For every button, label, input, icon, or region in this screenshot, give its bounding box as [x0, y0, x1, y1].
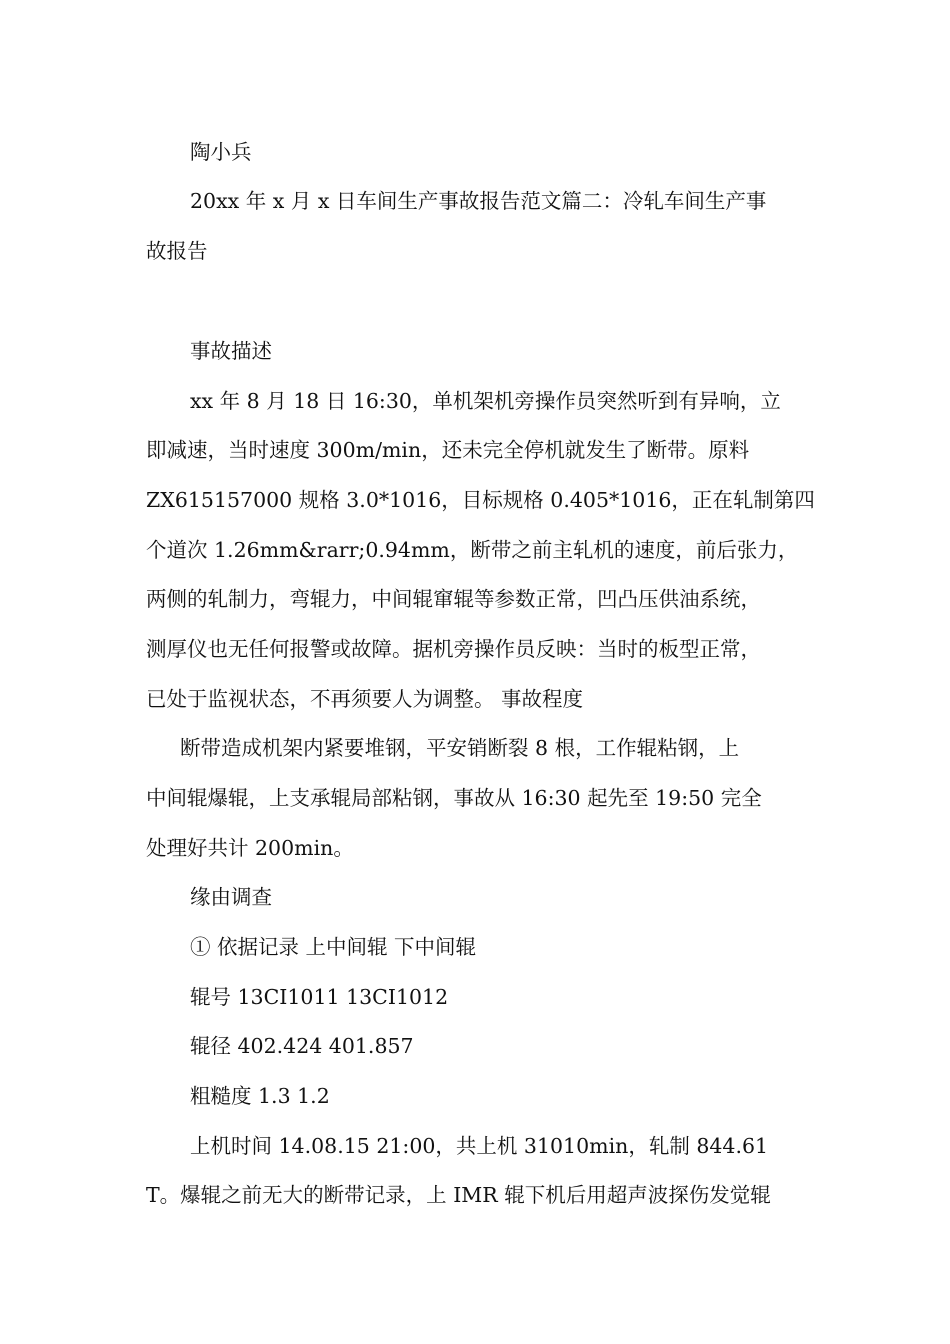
record-roll-diameter-line: 辊径 402.424 401.857 — [190, 1034, 414, 1058]
record-roll-number-line: 辊号 13CI1011 13CI1012 — [190, 985, 449, 1009]
title-line-1: 20xx 年 x 月 x 日车间生产事故报告范文篇二：冷轧车间生产事 — [190, 189, 767, 213]
paragraph-line: 个道次 1.26mm&rarr;0.94mm，断带之前主轧机的速度，前后张力， — [146, 538, 799, 562]
paragraph-line: 断带造成机架内紧要堆钢，平安销断裂 8 根，工作辊粘钢，上 — [180, 736, 740, 760]
title-line-2: 故报告 — [146, 239, 208, 263]
author-line: 陶小兵 — [190, 140, 252, 164]
paragraph-line: 测厚仪也无任何报警或故障。据机旁操作员反映：当时的板型正常， — [146, 637, 761, 661]
paragraph-line: T。爆辊之前无大的断带记录，上 IMR 辊下机后用超声波探伤发觉辊 — [146, 1183, 771, 1207]
record-header-line: ① 依据记录 上中间辊 下中间辊 — [190, 935, 477, 959]
paragraph-line: xx 年 8 月 18 日 16:30，单机架机旁操作员突然听到有异响，立 — [190, 389, 781, 413]
section-heading-cause-investigation: 缘由调查 — [190, 885, 272, 909]
paragraph-line: 处理好共计 200min。 — [146, 836, 354, 860]
paragraph-line: ZX615157000 规格 3.0*1016，目标规格 0.405*1016，正在轧制第四 — [146, 488, 815, 512]
paragraph-line: 已处于监视状态，不再须要人为调整。 事故程度 — [146, 687, 584, 711]
section-heading-accident-description: 事故描述 — [190, 339, 272, 363]
paragraph-line: 两侧的轧制力，弯辊力，中间辊窜辊等参数正常，凹凸压供油系统， — [146, 587, 761, 611]
record-roughness-line: 粗糙度 1.3 1.2 — [190, 1084, 330, 1108]
paragraph-line: 即减速，当时速度 300m/min，还未完全停机就发生了断带。原料 — [146, 438, 750, 462]
paragraph-line: 中间辊爆辊，上支承辊局部粘钢，事故从 16:30 起先至 19:50 完全 — [146, 786, 762, 810]
paragraph-line: 上机时间 14.08.15 21:00，共上机 31010min，轧制 844.61 — [190, 1134, 769, 1158]
